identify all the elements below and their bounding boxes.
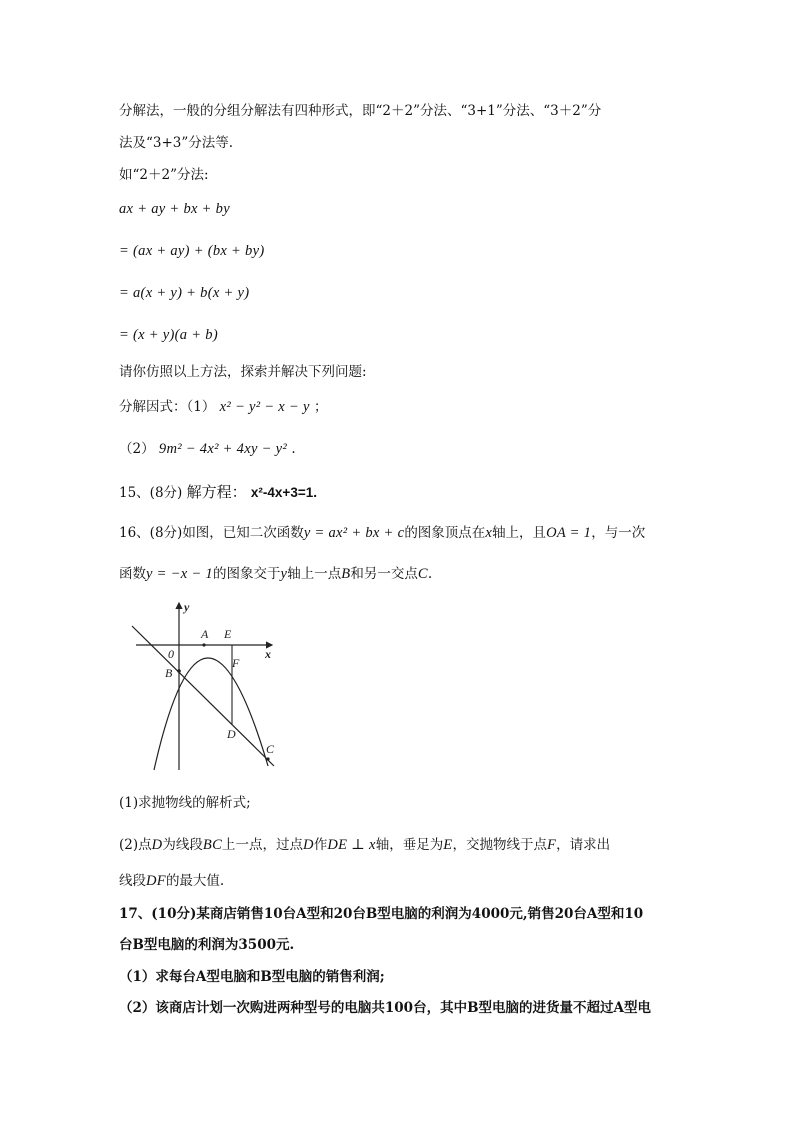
problem-16-text: ，与一次 [591,525,646,541]
part-2-text: 上一点，过点 [222,837,304,853]
point-d-symbol: D [303,837,314,853]
intro-line-1: 分解法，一般的分组分解法有四种形式，即“2＋2”分法、“3+1”分法、“3＋2”分 [119,103,602,119]
part-2-text: 为线段 [162,837,203,853]
problem-17-line-2: 台B型电脑的利润为3500元. [119,937,295,953]
point-e-symbol: E [443,837,453,853]
oa-expression: OA = 1 [546,525,592,541]
question-1 [119,397,327,417]
parabola-figure [124,598,284,774]
point-b [177,669,181,673]
problem-16-text: 的图象顶点在 [404,525,486,541]
intro-line-2: 法及“3+3”分法等. [119,135,234,151]
q1-end: ； [313,399,328,415]
step-1: ax + ay + bx + by [119,201,230,217]
label-origin: 0 [168,647,174,661]
part-2-text: ，请求出 [556,837,611,853]
point-b-symbol: B [341,566,351,582]
label-y: y [184,600,190,614]
part-2-text: 作 [313,837,328,853]
part-2-text: 线段 [119,873,146,889]
linear-function-line [132,626,274,766]
point-c-symbol: C [417,566,428,582]
step-2: = (ax + ay) + (bx + by) [119,243,265,259]
label-c: C [266,742,275,756]
part-2-text: 轴，垂足为 [375,837,444,853]
problem-17-line-1: 17、(10分)某商店销售10台A型和20台B型电脑的利润为4000元,销售20台A型和10 [119,906,644,922]
problem-15 [119,482,317,503]
q1-label: 分解因式：（1） [119,399,216,415]
instruction: 请你仿照以上方法，探索并解决下列问题: [119,364,367,380]
example-label: 如“2＋2”分法: [119,167,209,183]
segment-df-symbol: DF [146,873,166,889]
q2-end: . [291,441,296,457]
perpendicular-expression: DE ⊥ x [327,837,376,853]
problem-16-text: 和另一交点 [350,566,418,582]
problem-16-text: 的图象交于 [212,566,281,582]
y-symbol: y [280,566,288,582]
problem-15-text: 解方程： [186,483,247,501]
point-c [266,757,269,760]
q2-label: （2） [119,441,155,457]
problem-16-text: 轴上，且 [492,525,547,541]
problem-16-text: 轴上一点 [287,566,342,582]
problem-16-part-1: (1)求抛物线的解析式; [119,795,251,811]
label-a: A [201,627,209,641]
problem-16-text: 函数 [119,566,146,582]
label-e: E [224,627,232,641]
linear-expression: y = −x − 1 [146,566,213,582]
problem-16-number: 16、(8分) [119,525,183,541]
point-f-symbol: F [546,837,557,853]
problem-16-part-2-line-2 [119,871,224,891]
problem-16-part-2 [119,835,610,855]
label-x: x [265,647,271,661]
question-2 [119,439,296,459]
point-a [202,643,205,646]
segment-bc-symbol: BC [202,837,223,853]
x-symbol: x [485,525,493,541]
problem-17-part-1: （1）求每台A型电脑和B型电脑的销售利润; [119,969,385,985]
problem-16-line-2 [119,564,432,584]
parabola-graph [124,598,284,774]
problem-16-line-1 [119,523,645,543]
q2-expression: 9m² − 4x² + 4xy − y² [158,441,288,457]
problem-15-number: 15、(8分) [119,485,183,501]
step-3: = a(x + y) + b(x + y) [119,285,250,301]
label-b: B [165,666,173,680]
q1-expression: x² − y² − x − y [219,399,310,415]
part-2-text: 的最大值. [165,873,225,889]
step-4: = (x + y)(a + b) [119,327,218,343]
label-f: F [232,656,240,670]
label-d: D [227,727,236,741]
problem-15-equation: x²-4x+3=1. [250,485,317,500]
part-2-text: ，交抛物线于点 [452,837,547,853]
quadratic-expression: y = ax² + bx + c [303,525,405,541]
part-2-text: (2)点 [119,837,152,853]
problem-16-text: . [427,566,433,582]
problem-16-text: 如图，已知二次函数 [182,525,304,541]
problem-17-part-2: （2）该商店计划一次购进两种型号的电脑共100台，其中B型电脑的进货量不超过A型电 [119,1000,651,1016]
point-d-symbol: D [151,837,163,853]
